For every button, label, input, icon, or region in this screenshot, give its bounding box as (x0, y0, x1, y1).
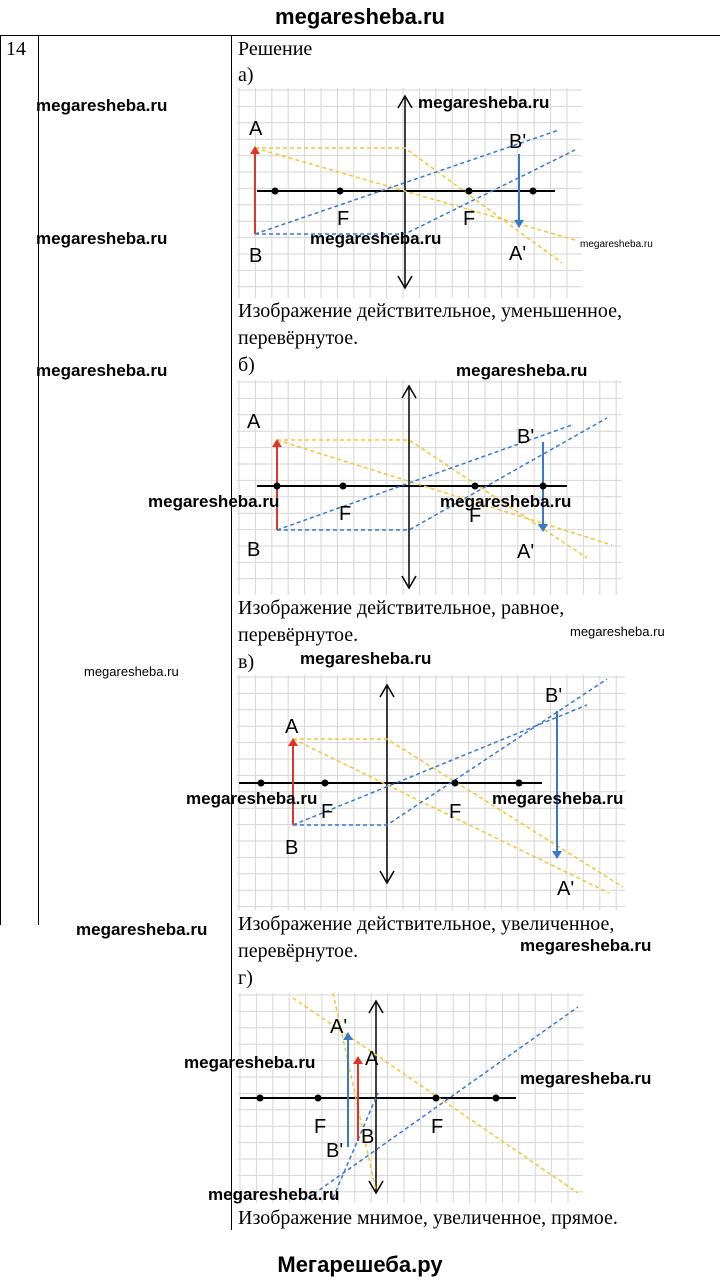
label-F1-b: F (339, 503, 352, 525)
focus-right-b (472, 483, 479, 490)
part-b-label: б) (238, 354, 255, 376)
watermark: megaresheba.ru (580, 239, 653, 250)
label-A-c: A (285, 716, 299, 738)
point-2f-right-d (493, 1095, 500, 1102)
diagram-b (237, 380, 622, 595)
point-2f-left-a (272, 188, 279, 195)
table-col-divider-2 (231, 35, 232, 1230)
task-number: 14 (6, 38, 26, 60)
part-b-caption-1: Изображение действительное, равное, (238, 597, 565, 619)
watermark: megaresheba.ru (36, 361, 168, 380)
watermark: megaresheba.ru (570, 624, 665, 639)
table-left-border (0, 35, 1, 925)
focus-left-c (322, 780, 329, 787)
part-a-caption-1: Изображение действительное, уменьшенное, (238, 300, 622, 322)
part-a-caption-2: перевёрнутое. (238, 327, 359, 349)
label-F2-a: F (463, 208, 476, 230)
label-A-b: A (247, 411, 261, 433)
site-title-header[interactable]: megaresheba.ru (275, 4, 445, 29)
label-F1-a: F (337, 208, 350, 230)
part-b-caption-2: перевёрнутое. (238, 624, 359, 646)
point-2f-left-c (258, 780, 265, 787)
watermark: megaresheba.ru (208, 1185, 340, 1204)
label-B-c: B (285, 837, 299, 859)
focus-right-d (433, 1095, 440, 1102)
diagram-a (237, 88, 582, 298)
solution-heading: Решение (238, 38, 313, 60)
part-d-label: г) (238, 967, 253, 989)
label-B-d: B (361, 1126, 375, 1148)
watermark: megaresheba.ru (456, 361, 588, 380)
part-a-label: а) (238, 64, 254, 86)
watermark: megaresheba.ru (492, 789, 624, 808)
watermark: megaresheba.ru (310, 229, 442, 248)
point-2f-left-b (274, 483, 281, 490)
label-A-img-c: A' (557, 878, 575, 900)
watermark: megaresheba.ru (184, 1053, 316, 1072)
watermark: megaresheba.ru (300, 649, 432, 668)
label-A-img-d: A' (330, 1016, 348, 1038)
table-col-divider-1 (38, 35, 39, 925)
site-title-footer[interactable]: Мегарешеба.ру (277, 1252, 443, 1277)
focus-left-d (315, 1095, 322, 1102)
part-c-label: в) (238, 651, 255, 673)
label-B-b: B (247, 539, 261, 561)
object-arrowhead-a (250, 146, 260, 154)
table-top-border (0, 35, 720, 36)
watermark: megaresheba.ru (440, 492, 572, 511)
label-B-img-b: B' (517, 426, 535, 448)
watermark: megaresheba.ru (520, 1069, 652, 1088)
watermark: megaresheba.ru (36, 229, 168, 248)
focus-right-a (466, 188, 473, 195)
label-A-img-b: A' (517, 541, 535, 563)
label-F1-d: F (314, 1116, 327, 1138)
label-A-img-a: A' (509, 243, 527, 265)
grid-b (237, 380, 622, 595)
label-B-img-d: B' (326, 1140, 344, 1162)
point-2f-right-b (540, 483, 547, 490)
part-c-caption-1: Изображение действительное, увеличенное, (238, 913, 615, 935)
label-F1-c: F (321, 801, 334, 823)
ray-yellow-2-a (255, 148, 575, 240)
part-c-caption-2: перевёрнутое. (238, 940, 359, 962)
point-2f-right-a (530, 188, 537, 195)
label-F2-c: F (449, 801, 462, 823)
part-d-caption: Изображение мнимое, увеличенное, прямое. (238, 1207, 618, 1229)
label-B-img-a: B' (509, 131, 527, 153)
watermark: megaresheba.ru (148, 492, 280, 511)
label-B-a: B (249, 245, 263, 267)
label-B-img-c: B' (545, 685, 563, 707)
focus-left-b (340, 483, 347, 490)
watermark: megaresheba.ru (418, 93, 550, 112)
point-2f-right-c (516, 780, 523, 787)
label-F2-b: F (469, 505, 482, 527)
image-arrowhead-a (514, 220, 524, 228)
watermark: megaresheba.ru (76, 920, 208, 939)
watermark: megaresheba.ru (520, 936, 652, 955)
focus-left-a (337, 188, 344, 195)
label-F2-d: F (431, 1116, 444, 1138)
label-A-a: A (249, 118, 263, 140)
watermark: megaresheba.ru (84, 664, 179, 679)
focus-right-c (452, 780, 459, 787)
watermark: megaresheba.ru (36, 96, 168, 115)
watermark: megaresheba.ru (186, 789, 318, 808)
point-2f-left-d (257, 1095, 264, 1102)
diagram-d (238, 993, 583, 1203)
label-A-d: A (365, 1048, 379, 1070)
